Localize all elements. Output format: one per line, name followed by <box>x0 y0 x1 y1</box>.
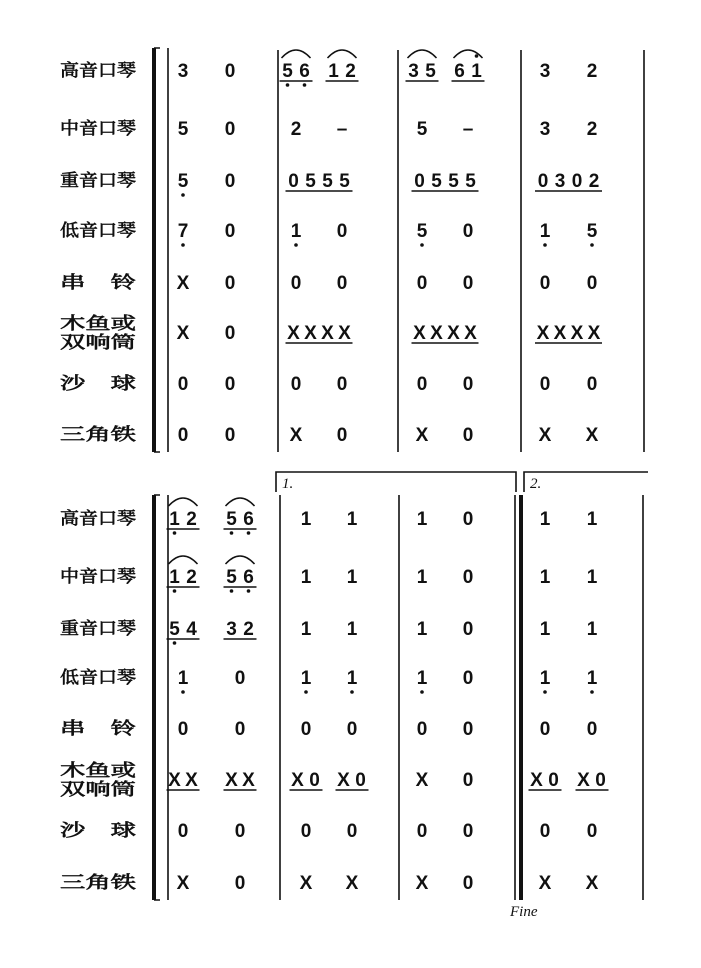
note: 2 <box>186 567 197 588</box>
note: 0 <box>462 770 474 791</box>
slur <box>169 556 198 564</box>
octave-dot <box>230 531 234 535</box>
instrument-label: 木鱼或双响筒 <box>60 314 111 353</box>
note: X <box>176 273 190 294</box>
octave-dot <box>230 589 234 593</box>
note: 1 <box>169 509 180 530</box>
note: X <box>338 323 351 344</box>
note: 0 <box>290 374 302 395</box>
note: X <box>430 323 443 344</box>
note: 0 <box>224 323 236 344</box>
note: X <box>242 770 255 791</box>
octave-dot <box>181 193 185 197</box>
slur <box>328 50 357 58</box>
note: X <box>530 770 543 791</box>
note: 1 <box>586 668 598 689</box>
note: 1 <box>539 668 551 689</box>
note: 0 <box>346 719 358 740</box>
note: 0 <box>414 171 425 192</box>
note: 0 <box>462 619 474 640</box>
octave-dot <box>304 690 308 694</box>
note: 0 <box>234 719 246 740</box>
note: 1 <box>177 668 189 689</box>
note: 1 <box>416 619 428 640</box>
note: 0 <box>177 374 189 395</box>
note: X <box>337 770 350 791</box>
note: 0 <box>416 374 428 395</box>
note: X <box>585 425 599 446</box>
note: 1 <box>300 509 312 530</box>
note: 0 <box>539 719 551 740</box>
note: X <box>289 425 303 446</box>
instrument-label: 沙 球 <box>60 374 111 394</box>
note: 0 <box>346 821 358 842</box>
note: X <box>536 323 550 344</box>
octave-dot <box>286 83 290 87</box>
note: X <box>176 323 190 344</box>
note: 0 <box>177 719 189 740</box>
octave-dot <box>247 531 251 535</box>
octave-dot <box>173 531 177 535</box>
instrument-label: 串 铃 <box>60 273 111 293</box>
octave-dot <box>294 243 298 247</box>
note: 1 <box>539 567 551 588</box>
note: 0 <box>177 425 189 446</box>
note: 0 <box>309 770 320 791</box>
octave-dot <box>420 243 424 247</box>
octave-dot <box>247 589 251 593</box>
note: X <box>225 770 238 791</box>
note: X <box>538 425 552 446</box>
note: 2 <box>345 61 356 82</box>
note: X <box>464 323 477 344</box>
note: 0 <box>416 273 428 294</box>
fine-marking: Fine <box>510 904 538 920</box>
note: 1 <box>539 509 551 530</box>
note: 0 <box>224 273 236 294</box>
note: 0 <box>224 374 236 395</box>
note: 5 <box>448 171 459 192</box>
note: 1 <box>300 668 312 689</box>
octave-dot <box>181 243 185 247</box>
note: X <box>413 323 426 344</box>
note: 1 <box>346 509 358 530</box>
slur <box>226 498 255 506</box>
note: 2 <box>588 171 600 192</box>
note: 5 <box>169 619 180 640</box>
instrument-label: 三角铁 <box>60 425 111 445</box>
note: 0 <box>416 821 428 842</box>
note: 1 <box>290 221 302 242</box>
note: 0 <box>462 509 474 530</box>
octave-dot <box>590 243 594 247</box>
note: X <box>415 770 429 791</box>
instrument-label: 高音口琴 <box>60 61 128 81</box>
note: 3 <box>408 61 419 82</box>
instrument-label: 中音口琴 <box>60 567 128 587</box>
note: 0 <box>462 567 474 588</box>
note: X <box>538 873 552 894</box>
octave-dot <box>350 690 354 694</box>
instrument-label: 重音口琴 <box>60 619 128 639</box>
octave-dot <box>181 690 185 694</box>
note: 5 <box>416 221 428 242</box>
instrument-label: 沙 球 <box>60 821 111 841</box>
note: 0 <box>462 273 474 294</box>
octave-dot <box>475 54 479 58</box>
note: 5 <box>339 171 350 192</box>
note: – <box>336 119 348 140</box>
instrument-label: 中音口琴 <box>60 119 128 139</box>
note: 1 <box>169 567 180 588</box>
note: X <box>321 323 334 344</box>
note: 0 <box>462 374 474 395</box>
note: 0 <box>234 821 246 842</box>
instrument-label: 低音口琴 <box>60 668 128 688</box>
note: 0 <box>586 821 598 842</box>
note: 7 <box>177 221 189 242</box>
note: 1 <box>586 567 598 588</box>
octave-dot <box>543 690 547 694</box>
note: 2 <box>186 509 197 530</box>
note: 1 <box>328 61 339 82</box>
note: 0 <box>300 821 312 842</box>
note: 0 <box>462 425 474 446</box>
note: 0 <box>355 770 366 791</box>
note: 1 <box>346 619 358 640</box>
note: 0 <box>571 171 583 192</box>
note: X <box>587 323 601 344</box>
octave-dot <box>303 83 307 87</box>
note: X <box>570 323 584 344</box>
note: 1 <box>539 221 551 242</box>
volta-2-label: 2. <box>530 476 542 492</box>
note: 0 <box>224 119 236 140</box>
note: 0 <box>462 873 474 894</box>
slur <box>169 498 198 506</box>
note: 2 <box>586 61 598 82</box>
octave-dot <box>173 589 177 593</box>
note: 0 <box>539 273 551 294</box>
note: 6 <box>454 61 465 82</box>
note: X <box>168 770 181 791</box>
note: X <box>553 323 567 344</box>
note: 0 <box>336 221 348 242</box>
note: 1 <box>416 567 428 588</box>
note: 0 <box>234 668 246 689</box>
note: 0 <box>537 171 549 192</box>
slur <box>408 50 437 58</box>
note: 1 <box>586 509 598 530</box>
note: 5 <box>431 171 442 192</box>
note: 5 <box>226 567 237 588</box>
note: 5 <box>177 171 189 192</box>
octave-dot <box>173 641 177 645</box>
note: 0 <box>539 374 551 395</box>
note: 5 <box>226 509 237 530</box>
note: 0 <box>224 425 236 446</box>
note: 0 <box>462 719 474 740</box>
note: 1 <box>586 619 598 640</box>
note: 0 <box>224 221 236 242</box>
note: X <box>176 873 190 894</box>
note: 5 <box>465 171 476 192</box>
slur <box>282 50 311 58</box>
note: X <box>577 770 590 791</box>
note: 1 <box>471 61 482 82</box>
note: 1 <box>300 619 312 640</box>
note: 0 <box>290 273 302 294</box>
note: 6 <box>299 61 310 82</box>
note: X <box>585 873 599 894</box>
note: 0 <box>416 719 428 740</box>
note: 0 <box>288 171 299 192</box>
note: 5 <box>305 171 316 192</box>
note: 4 <box>186 619 197 640</box>
note: 0 <box>595 770 606 791</box>
note: 2 <box>586 119 598 140</box>
octave-dot <box>420 690 424 694</box>
note: 1 <box>416 668 428 689</box>
note: X <box>415 425 429 446</box>
note: X <box>447 323 460 344</box>
note: X <box>415 873 429 894</box>
note: 0 <box>224 171 236 192</box>
instrument-label: 三角铁 <box>60 873 111 893</box>
octave-dot <box>543 243 547 247</box>
note: 5 <box>282 61 293 82</box>
volta-1-label: 1. <box>282 476 294 492</box>
note: 1 <box>539 619 551 640</box>
note: 2 <box>243 619 254 640</box>
note: 1 <box>300 567 312 588</box>
note: X <box>345 873 359 894</box>
note: 0 <box>336 374 348 395</box>
note: 3 <box>226 619 237 640</box>
instrument-label: 低音口琴 <box>60 221 128 241</box>
note: 2 <box>290 119 302 140</box>
note: X <box>185 770 198 791</box>
note: 1 <box>346 668 358 689</box>
note: 1 <box>416 509 428 530</box>
note: 5 <box>586 221 598 242</box>
note: 0 <box>462 668 474 689</box>
octave-dot <box>590 690 594 694</box>
note: 3 <box>177 61 189 82</box>
note: 3 <box>554 171 566 192</box>
note: 0 <box>177 821 189 842</box>
note: 6 <box>243 509 254 530</box>
note: X <box>287 323 300 344</box>
note: X <box>291 770 304 791</box>
note: 5 <box>416 119 428 140</box>
instrument-label: 木鱼或双响筒 <box>60 761 111 800</box>
volta-1-bracket <box>276 472 516 492</box>
note: 0 <box>462 221 474 242</box>
note: 0 <box>586 719 598 740</box>
note: – <box>462 119 474 140</box>
note: 0 <box>462 821 474 842</box>
slur <box>454 50 483 58</box>
instrument-label: 高音口琴 <box>60 509 128 529</box>
note: 0 <box>336 273 348 294</box>
volta-2-bracket <box>524 472 648 492</box>
note: 3 <box>539 61 551 82</box>
note: 0 <box>234 873 246 894</box>
slur <box>226 556 255 564</box>
note: 0 <box>336 425 348 446</box>
note: 5 <box>322 171 333 192</box>
note: X <box>304 323 317 344</box>
note: 0 <box>300 719 312 740</box>
note: 0 <box>224 61 236 82</box>
note: 6 <box>243 567 254 588</box>
note: 5 <box>177 119 189 140</box>
note: 0 <box>586 273 598 294</box>
note: X <box>299 873 313 894</box>
note: 0 <box>586 374 598 395</box>
note: 0 <box>548 770 559 791</box>
note: 0 <box>539 821 551 842</box>
system-2 <box>154 472 648 920</box>
note: 1 <box>346 567 358 588</box>
instrument-label: 串 铃 <box>60 719 111 739</box>
note: 3 <box>539 119 551 140</box>
instrument-label: 重音口琴 <box>60 171 128 191</box>
note: 5 <box>425 61 436 82</box>
